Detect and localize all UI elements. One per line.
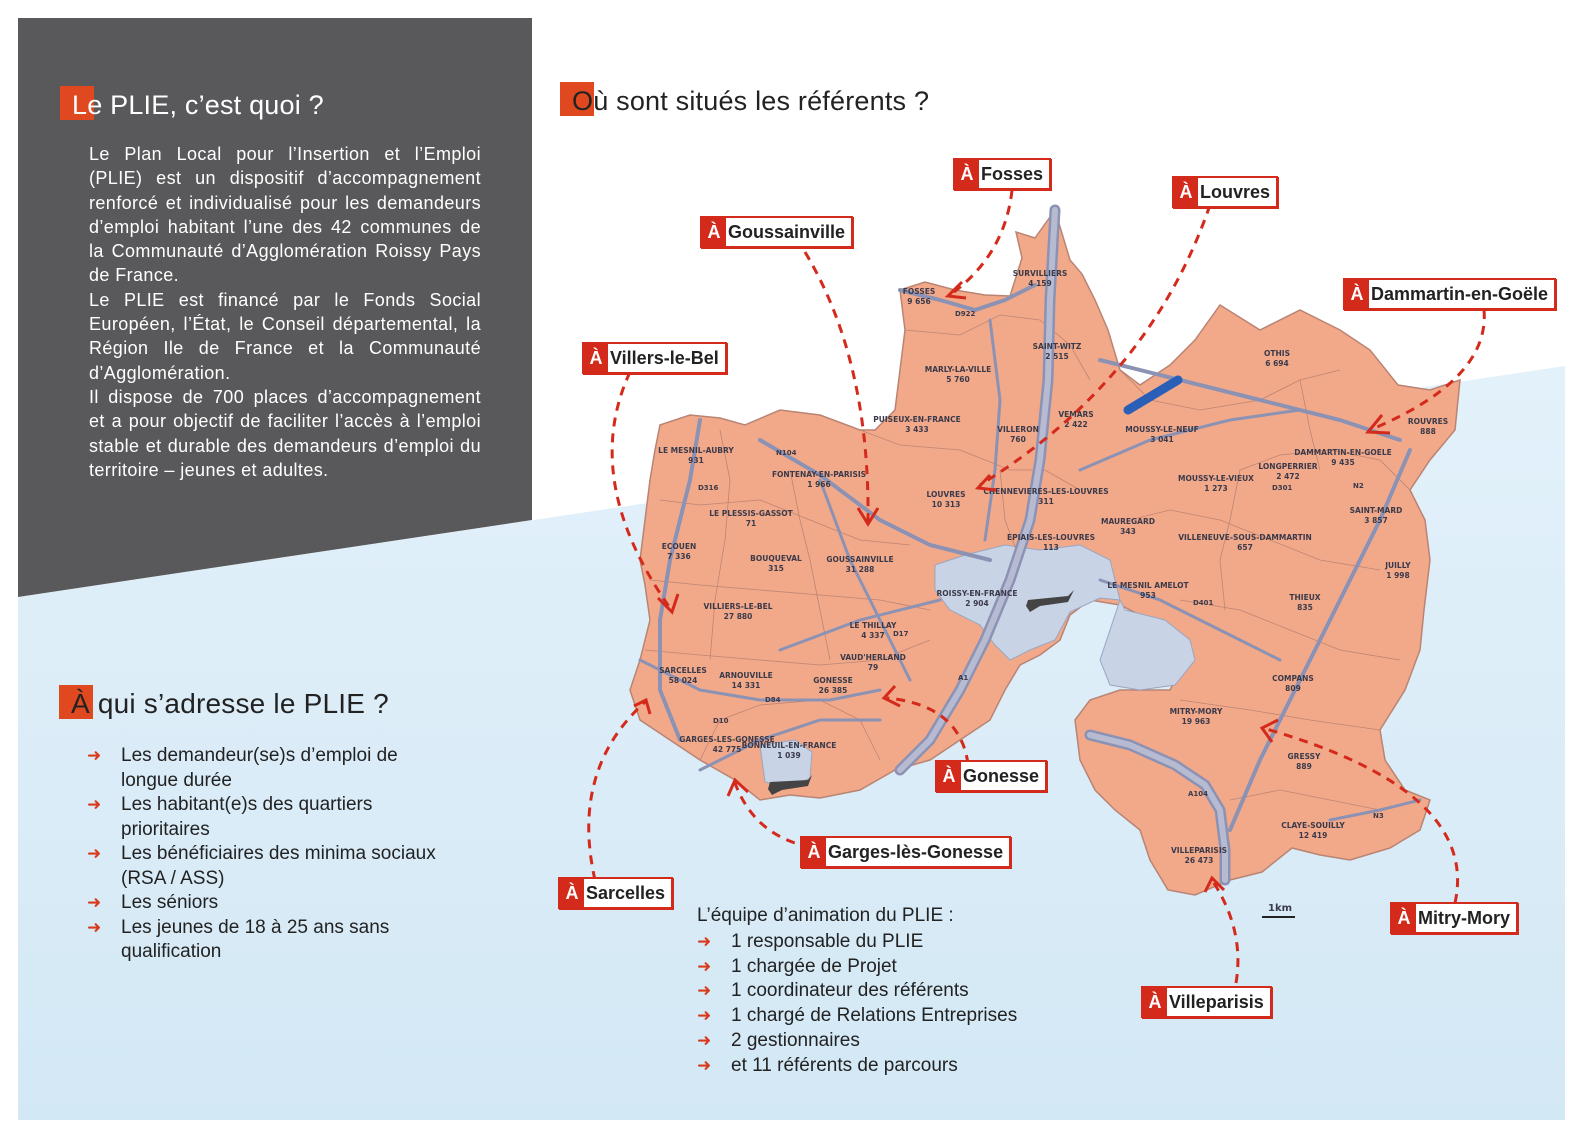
commune-name-label: SAINT-MARD (1349, 506, 1403, 515)
commune-population-label: 4 337 (861, 631, 885, 640)
arrow-icon: ➜ (87, 746, 102, 765)
commune-population-label: 3 857 (1364, 516, 1388, 525)
callout-dammartin-en-goele: À Dammartin-en-Goële (1343, 278, 1556, 310)
commune-population-label: 9 435 (1331, 458, 1355, 467)
callout-garges-les-gonesse: À Garges-lès-Gonesse (800, 836, 1011, 868)
intro-text (89, 142, 481, 482)
arrow-icon: ➜ (87, 893, 102, 912)
commune-name-label: OTHIS (1264, 349, 1290, 358)
commune-population-label: 19 963 (1181, 717, 1211, 726)
commune-name-label: LE MESNIL-AUBRY (658, 446, 734, 455)
road-label: D316 (698, 484, 719, 492)
list-item: ➜ 1 responsable du PLIE (697, 930, 1097, 955)
commune-name-label: VAUD'HERLAND (840, 653, 906, 662)
map-title: Où sont situés les référents ? (560, 82, 929, 117)
road-label: N2 (1353, 482, 1364, 490)
commune-name-label: MOUSSY-LE-NEUF (1125, 425, 1199, 434)
commune-name-label: VILLEPARISIS (1170, 846, 1228, 855)
commune-population-label: 1 273 (1204, 484, 1228, 493)
commune-name-label: VILLERON (997, 425, 1039, 434)
commune-name-label: ARNOUVILLE (719, 671, 773, 680)
commune-name-label: BONNEUIL-EN-FRANCE (741, 741, 837, 750)
commune-population-label: 5 760 (946, 375, 970, 384)
commune-population-label: 953 (1140, 591, 1156, 600)
road-label: D301 (1272, 484, 1293, 492)
callout-gonesse: À Gonesse (935, 760, 1047, 792)
commune-population-label: 931 (688, 456, 704, 465)
callout-villers-le-bel: À Villers-le-Bel (582, 342, 727, 374)
commune-name-label: SAINT-WITZ (1032, 342, 1082, 351)
commune-name-label: CLAYE-SOUILLY (1281, 821, 1345, 830)
arrow-icon: ➜ (87, 795, 102, 814)
commune-population-label: 2 472 (1276, 472, 1300, 481)
commune-population-label: 315 (768, 564, 784, 573)
commune-name-label: EPIAIS-LES-LOUVRES (1006, 533, 1096, 542)
callout-mitry-mory: À Mitry-Mory (1390, 902, 1518, 934)
team-heading: L’équipe d’animation du PLIE : (697, 905, 954, 926)
commune-population-label: 71 (745, 519, 757, 528)
commune-name-label: ECOUEN (661, 542, 697, 551)
commune-name-label: VEMARS (1058, 410, 1094, 419)
commune-population-label: 835 (1297, 603, 1313, 612)
audience-title: À qui s’adresse le PLIE ? (59, 685, 389, 720)
scale-bar (1262, 903, 1295, 917)
commune-population-label: 809 (1285, 684, 1301, 693)
commune-population-label: 12 419 (1298, 831, 1328, 840)
road-label: D401 (1193, 599, 1214, 607)
commune-population-label: 10 313 (931, 500, 961, 509)
commune-population-label: 7 336 (667, 552, 691, 561)
commune-name-label: GOUSSAINVILLE (826, 555, 894, 564)
commune-name-label: COMPANS (1272, 674, 1314, 683)
commune-name-label: CHENNEVIERES-LES-LOUVRES (983, 487, 1109, 496)
list-item: ➜ Les jeunes de 18 à 25 ans sans qualification (87, 916, 390, 962)
commune-population-label: 657 (1237, 543, 1253, 552)
list-item: ➜ Les bénéficiaires des minima sociaux (RSA / ASS) (87, 843, 436, 889)
commune-population-label: 6 694 (1265, 359, 1289, 368)
callout-goussainville: À Goussainville (700, 216, 853, 248)
commune-name-label: MITRY-MORY (1169, 707, 1223, 716)
commune-population-label: 889 (1296, 762, 1312, 771)
commune-population-label: 311 (1038, 497, 1054, 506)
commune-name-label: GARGES-LES-GONESSE (679, 735, 775, 744)
commune-population-label: 2 904 (965, 599, 989, 608)
commune-population-label: 3 433 (905, 425, 929, 434)
commune-name-label: JUILLY (1385, 561, 1411, 570)
commune-name-label: LE PLESSIS-GASSOT (709, 509, 793, 518)
road-label: A104 (1188, 790, 1209, 798)
commune-population-label: 343 (1120, 527, 1136, 536)
arrow-icon: ➜ (697, 1006, 712, 1026)
commune-population-label: 26 385 (818, 686, 848, 695)
arrow-icon: ➜ (697, 1030, 712, 1050)
road-label: N104 (776, 449, 797, 457)
commune-population-label: 42 775 (712, 745, 742, 754)
arrow-icon: ➜ (87, 844, 102, 863)
team-list (697, 930, 1097, 1078)
commune-population-label: 3 041 (1150, 435, 1174, 444)
commune-population-label: 14 331 (731, 681, 761, 690)
commune-population-label: 27 880 (723, 612, 753, 621)
intro-paragraph: Il dispose de 700 places d’accompagnement et a pour objectif de faciliter l’accès à l’emploi stable et durable des demandeurs d’emploi du territoire – jeunes et adultes. (89, 386, 481, 480)
road-label: D10 (713, 717, 729, 725)
commune-population-label: 1 998 (1386, 571, 1410, 580)
arrow-icon: ➜ (697, 932, 712, 951)
commune-population-label: 1 966 (807, 480, 831, 489)
commune-population-label: 760 (1010, 435, 1026, 444)
list-item: ➜ Les séniors (87, 891, 447, 916)
commune-population-label: 9 656 (907, 297, 931, 306)
arrow-icon: ➜ (697, 1055, 712, 1075)
commune-name-label: THIEUX (1289, 593, 1321, 602)
callout-louvres: À Louvres (1172, 176, 1278, 208)
road-label: A1 (958, 674, 969, 682)
commune-name-label: DAMMARTIN-EN-GOELE (1294, 448, 1392, 457)
list-item: ➜ Les habitant(e)s des quartiers prioritaires (87, 794, 373, 840)
commune-name-label: ROUVRES (1407, 417, 1449, 426)
road-label: D922 (955, 310, 976, 318)
road-label: D84 (765, 696, 781, 704)
commune-name-label: GRESSY (1287, 752, 1321, 761)
commune-name-label: LE THILLAY (849, 621, 897, 630)
list-item: ➜ 1 chargé de Relations Entreprises (697, 1004, 1097, 1029)
list-item: ➜ 2 gestionnaires (697, 1029, 1097, 1054)
commune-name-label: LONGPERRIER (1258, 462, 1318, 471)
commune-name-label: VILLENEUVE-SOUS-DAMMARTIN (1178, 533, 1312, 542)
list-item: ➜ Les demandeur(se)s d’emploi de longue durée (87, 745, 398, 791)
commune-population-label: 58 024 (668, 676, 698, 685)
commune-name-label: MAUREGARD (1101, 517, 1155, 526)
commune-population-label: 31 288 (845, 565, 875, 574)
commune-name-label: ROISSY-EN-FRANCE (936, 589, 1018, 598)
commune-name-label: PUISEUX-EN-FRANCE (873, 415, 961, 424)
callout-sarcelles: À Sarcelles (558, 877, 673, 909)
commune-name-label: VILLIERS-LE-BEL (703, 602, 773, 611)
commune-name-label: FONTENAY-EN-PARISIS (771, 470, 867, 479)
list-item: ➜ 1 coordinateur des référents (697, 979, 1097, 1004)
commune-population-label: 1 039 (777, 751, 801, 760)
list-item: ➜ et 11 référents de parcours (697, 1054, 1097, 1079)
commune-population-label: 4 159 (1028, 279, 1052, 288)
list-item: ➜ 1 chargée de Projet (697, 955, 1097, 980)
commune-population-label: 2 422 (1064, 420, 1088, 429)
svg-text:1km: 1km (1268, 903, 1293, 914)
road-label: N3 (1373, 812, 1384, 820)
commune-name-label: LOUVRES (926, 490, 966, 499)
commune-population-label: 113 (1043, 543, 1059, 552)
intro-paragraph: Le Plan Local pour l’Insertion et l’Emploi (PLIE) est un dispositif d’accompagnement renforcé et individualisé pour les demandeurs d’emploi habitant l’une des 42 communes de la Communauté d’Agglomération Roissy Pays de France. (89, 144, 481, 286)
road-label: D17 (893, 630, 909, 638)
callout-fosses: À Fosses (953, 158, 1051, 190)
commune-name-label: SARCELLES (659, 666, 707, 675)
audience-list (87, 744, 447, 965)
commune-name-label: MARLY-LA-VILLE (924, 365, 992, 374)
commune-population-label: 2 515 (1045, 352, 1069, 361)
commune-name-label: FOSSES (902, 287, 936, 296)
arrow-icon: ➜ (697, 981, 712, 1001)
intro-title: Le PLIE, c’est quoi ? (60, 86, 324, 121)
callout-villeparisis: À Villeparisis (1141, 986, 1272, 1018)
arrow-icon: ➜ (87, 917, 102, 937)
intro-paragraph: Le PLIE est financé par le Fonds Social Européen, l’État, le Conseil départemental, la Région Ile de France et la Communauté d’Agglomération. (89, 289, 481, 383)
commune-name-label: SURVILLIERS (1012, 269, 1068, 278)
commune-population-label: 26 473 (1184, 856, 1214, 865)
commune-name-label: LE MESNIL AMELOT (1107, 581, 1189, 590)
commune-population-label: 888 (1420, 427, 1436, 436)
commune-name-label: MOUSSY-LE-VIEUX (1178, 474, 1254, 483)
commune-population-label: 79 (867, 663, 879, 672)
commune-name-label: BOUQUEVAL (750, 554, 802, 563)
commune-name-label: GONESSE (813, 676, 853, 685)
arrow-icon: ➜ (697, 956, 712, 976)
